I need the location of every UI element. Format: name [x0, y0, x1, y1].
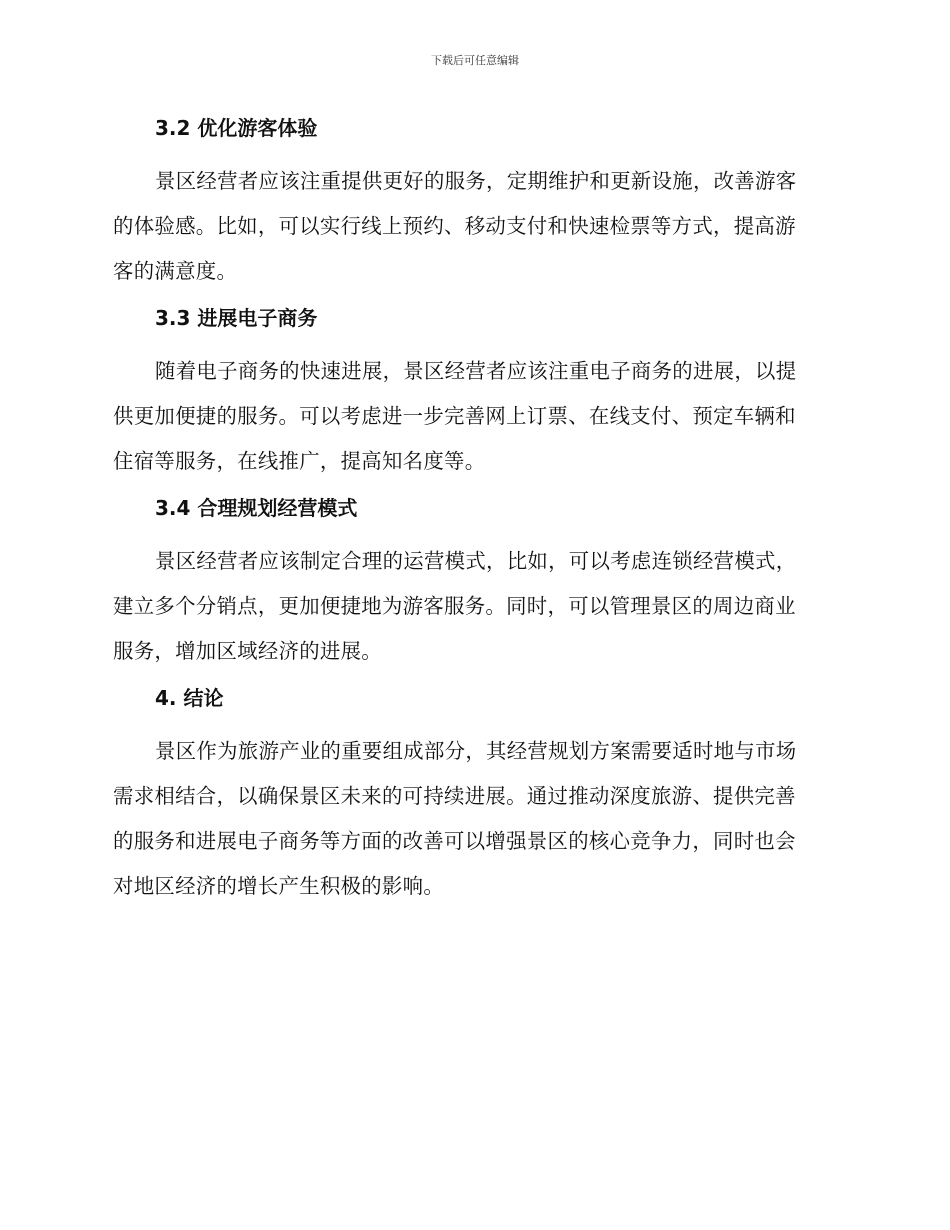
- section-heading: 3.2 优化游客体验: [155, 116, 318, 140]
- paragraph-line: 景区经营者应该注重提供更好的服务，定期维护和更新设施，改善游客: [155, 169, 797, 193]
- section-heading: 3.3 进展电子商务: [155, 306, 318, 330]
- section-3-2: [113, 112, 837, 294]
- paragraph-line: 服务，增加区域经济的进展。: [113, 639, 382, 663]
- section-heading: 3.4 合理规划经营模式: [155, 496, 358, 520]
- document-body: [113, 112, 837, 917]
- paragraph: [113, 159, 837, 294]
- paragraph-line: 需求相结合，以确保景区未来的可持续进展。通过推动深度旅游、提供完善: [113, 784, 796, 808]
- paragraph-line: 景区经营者应该制定合理的运营模式，比如，可以考虑连锁经营模式，: [155, 549, 797, 573]
- paragraph-line: 供更加便捷的服务。可以考虑进一步完善网上订票、在线支付、预定车辆和: [113, 404, 796, 428]
- paragraph-line: 建立多个分销点，更加便捷地为游客服务。同时，可以管理景区的周边商业: [113, 594, 796, 618]
- paragraph-line: 住宿等服务，在线推广，提高知名度等。: [113, 449, 486, 473]
- section-heading: 4. 结论: [155, 686, 224, 710]
- paragraph-line: 的体验感。比如，可以实行线上预约、移动支付和快速检票等方式，提高游: [113, 214, 796, 238]
- paragraph-line: 对地区经济的增长产生积极的影响。: [113, 874, 445, 898]
- paragraph: [113, 349, 837, 484]
- section-4: [113, 682, 837, 909]
- section-3-4: [113, 492, 837, 674]
- paragraph-line: 景区作为旅游产业的重要组成部分，其经营规划方案需要适时地与市场: [155, 739, 797, 763]
- paragraph: [113, 539, 837, 674]
- paragraph-line: 客的满意度。: [113, 259, 238, 283]
- section-3-3: [113, 302, 837, 484]
- page-header: 下载后可任意编辑: [431, 54, 519, 67]
- paragraph-line: 随着电子商务的快速进展，景区经营者应该注重电子商务的进展，以提: [155, 359, 797, 383]
- paragraph: [113, 729, 837, 909]
- paragraph-line: 的服务和进展电子商务等方面的改善可以增强景区的核心竞争力，同时也会: [113, 829, 796, 853]
